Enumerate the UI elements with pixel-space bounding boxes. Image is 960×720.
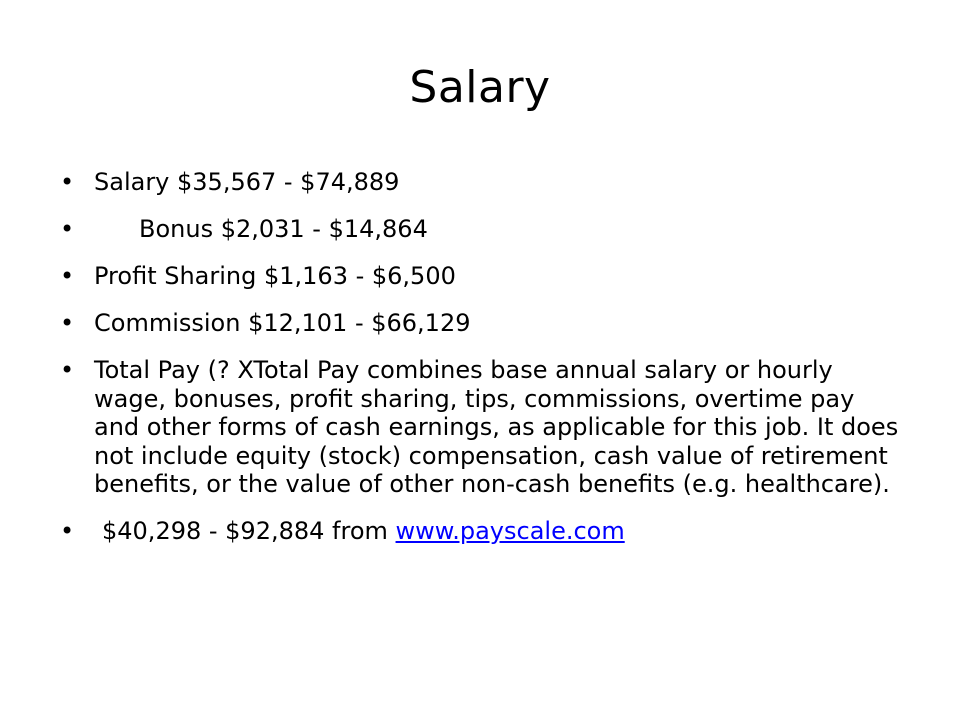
bullet-dot-icon: •	[60, 262, 75, 290]
bullet-text: Salary $35,567 - $74,889	[94, 168, 400, 196]
bullet-dot-icon: •	[60, 168, 75, 196]
bullet-payscale-range	[58, 517, 904, 546]
bullet-text: Total Pay (? XTotal Pay combines base annual salary or hourly wage, bonuses, profit sharing, tips, commissions, overtime pay and other forms of cash earnings, as applicable for this job. It does not include equity (stock) compensation, cash value of retirement benefits, or the value of other non-cash benefits (e.g. healthcare).	[94, 356, 899, 498]
bullet-profit-sharing	[58, 262, 904, 291]
bullet-text: $40,298 - $92,884 from	[102, 517, 388, 545]
bullet-text: Profit Sharing $1,163 - $6,500	[94, 262, 456, 290]
bullet-dot-icon: •	[60, 215, 75, 243]
bullet-dot-icon: •	[60, 517, 75, 545]
bullet-dot-icon: •	[60, 356, 75, 384]
slide-title: Salary	[409, 62, 551, 113]
bullet-text: Bonus $2,031 - $14,864	[139, 215, 428, 243]
bullet-text: Commission $12,101 - $66,129	[94, 309, 471, 337]
bullet-list	[58, 168, 904, 564]
bullet-commission	[58, 309, 904, 338]
bullet-salary	[58, 168, 904, 197]
payscale-link[interactable]: www.payscale.com	[395, 517, 625, 545]
bullet-total-pay	[58, 356, 904, 499]
bullet-dot-icon: •	[60, 309, 75, 337]
bullet-bonus	[58, 215, 904, 244]
